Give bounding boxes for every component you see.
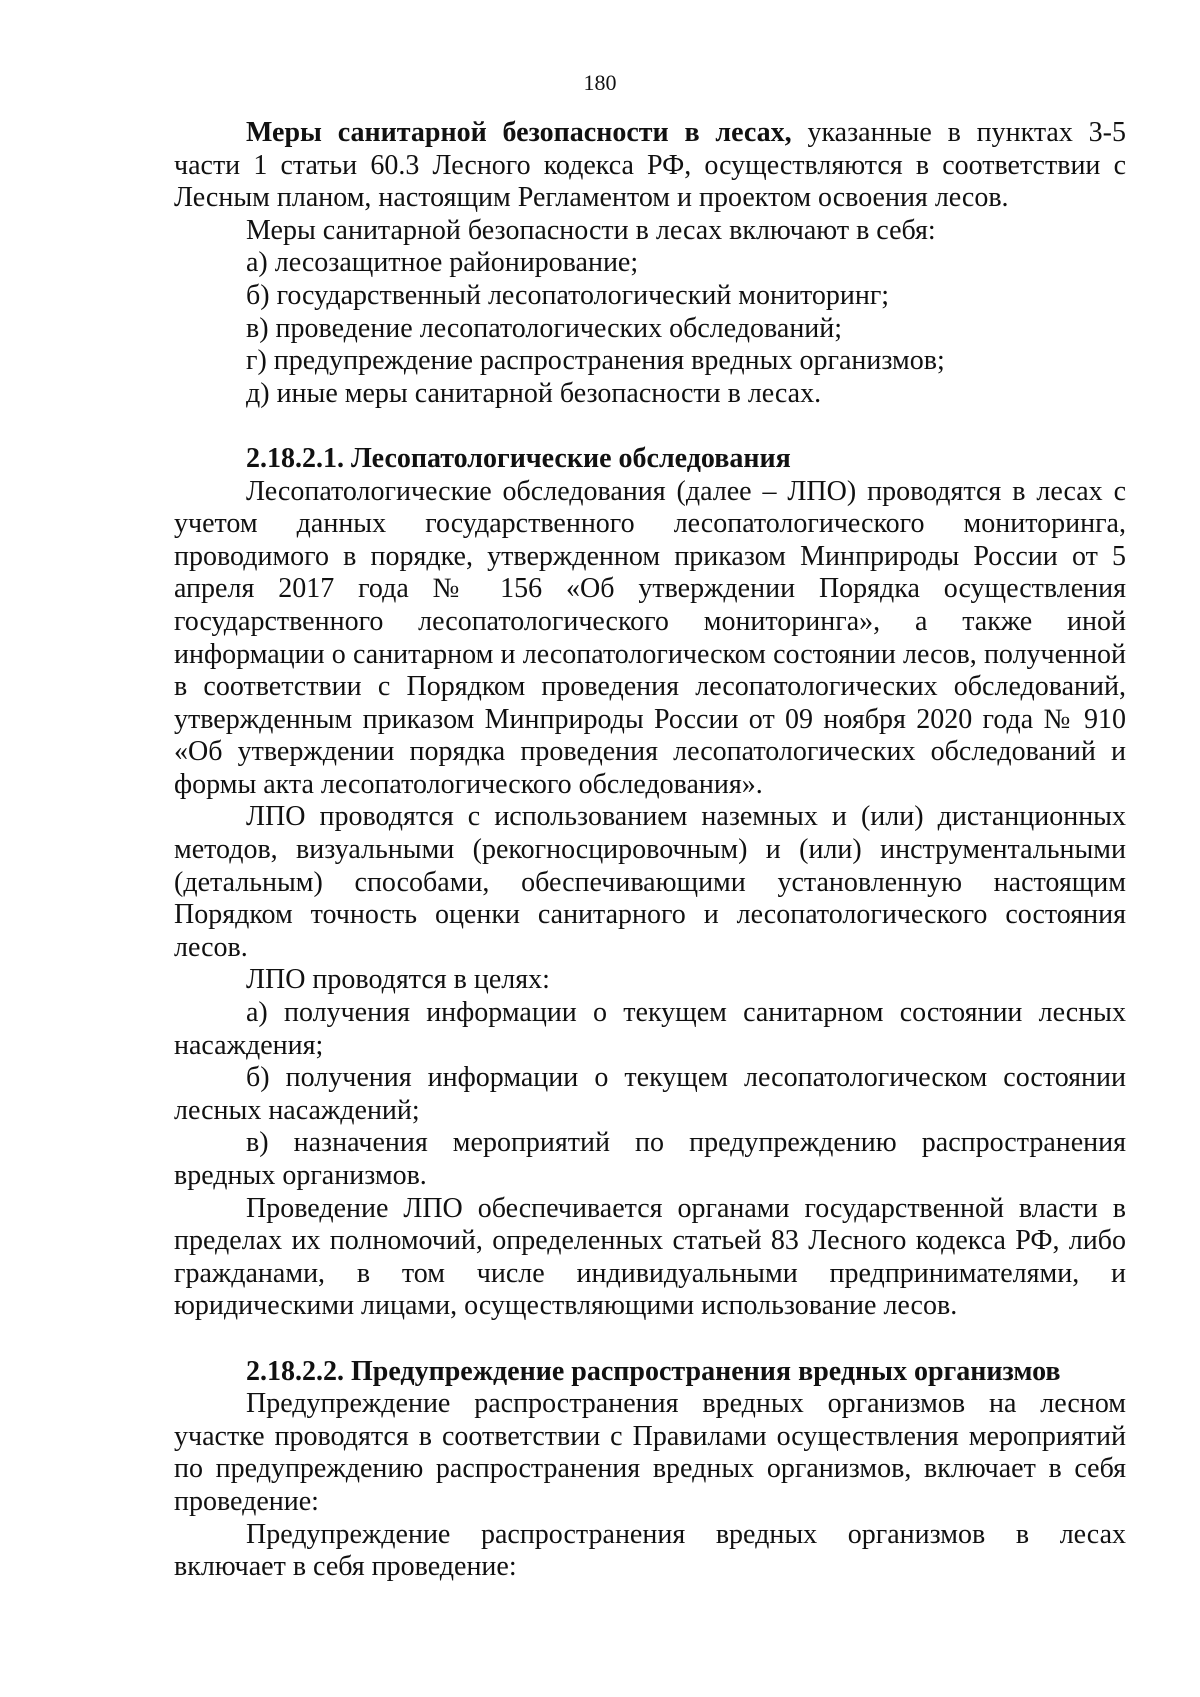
- section1-paragraph: Проведение ЛПО обеспечивается органами государственной власти в пределах их полномочий, определенных статьей 83 Лесного кодекса РФ, либо гражданами, в том числе индивидуальными предпринимателями, и юридическими лицами, осуществляющими использование лесов.: [174, 1192, 1126, 1322]
- section-heading-lpo: 2.18.2.1. Лесопатологические обследования: [246, 442, 791, 474]
- intro-text: указанные в пунктах 3-5 части 1 статьи 60.3 Лесного кодекса РФ, осуществляются в соответствии с Лесным планом, настоящим Регламентом и проектом освоения лесов.: [174, 117, 1126, 214]
- section-heading-prevention: 2.18.2.2. Предупреждение распространения вредных организмов: [246, 1355, 1061, 1387]
- section-spacer: [174, 410, 1126, 443]
- section1-list-item: в) назначения мероприятий по предупреждению распространения вредных организмов.: [174, 1127, 1126, 1191]
- section2-paragraph: Предупреждение распространения вредных организмов в лесах включает в себя проведение:: [174, 1518, 1126, 1583]
- intro-bold-lead: Меры санитарной безопасности в лесах,: [246, 117, 792, 148]
- section1-list-item: а) получения информации о текущем санитарном состоянии лесных насаждения;: [174, 997, 1126, 1061]
- section2-paragraph: Предупреждение распространения вредных организмов на лесном участке проводятся в соответствии с Правилами осуществления мероприятий по предупреждению распространения вредных организмов, включает в себя проведение:: [174, 1388, 1126, 1517]
- intro-list-item: б) государственный лесопатологический мониторинг;: [246, 279, 890, 311]
- intro-list-item: в) проведение лесопатологических обследований;: [246, 312, 843, 344]
- page-number: 180: [583, 70, 617, 95]
- intro-list-item: а) лесозащитное районирование;: [246, 247, 639, 279]
- section1-paragraph: Лесопатологические обследования (далее – ЛПО) проводятся в лесах с учетом данных государственного лесопатологического мониторинга, проводимого в порядке, утвержденном приказом Минприроды России от 5 апреля 2017 года № 156 «Об утверждении Порядка осуществления государственного лесопатологического мониторинга», а также иной информации о санитарном и лесопатологическом состоянии лесов, полученной в соответствии с Порядком проведения лесопатологических обследований, утвержденным приказом Минприроды России от 09 ноября 2020 года № 910 «Об утверждении порядка проведения лесопатологических обследований и формы акта лесопатологического обследования».: [174, 475, 1126, 800]
- section1-list-item: б) получения информации о текущем лесопатологическом состоянии лесных насаждений;: [174, 1062, 1126, 1126]
- intro-paragraph: [174, 117, 1126, 215]
- intro-list-item: д) иные меры санитарной безопасности в лесах.: [246, 377, 822, 409]
- section1-paragraph: ЛПО проводятся в целях:: [246, 964, 550, 996]
- intro-list-item: г) предупреждение распространения вредных организмов;: [246, 345, 945, 377]
- section1-paragraph: ЛПО проводятся с использованием наземных и (или) дистанционных методов, визуальными (рекогносцировочным) и (или) инструментальными (детальным) способами, обеспечивающими установленную настоящим Порядком точность оценки санитарного и лесопатологического состояния лесов.: [174, 801, 1126, 963]
- section-spacer: [174, 1323, 1126, 1356]
- page-content: [174, 117, 1126, 1584]
- intro-includes: Меры санитарной безопасности в лесах включают в себя:: [246, 214, 936, 246]
